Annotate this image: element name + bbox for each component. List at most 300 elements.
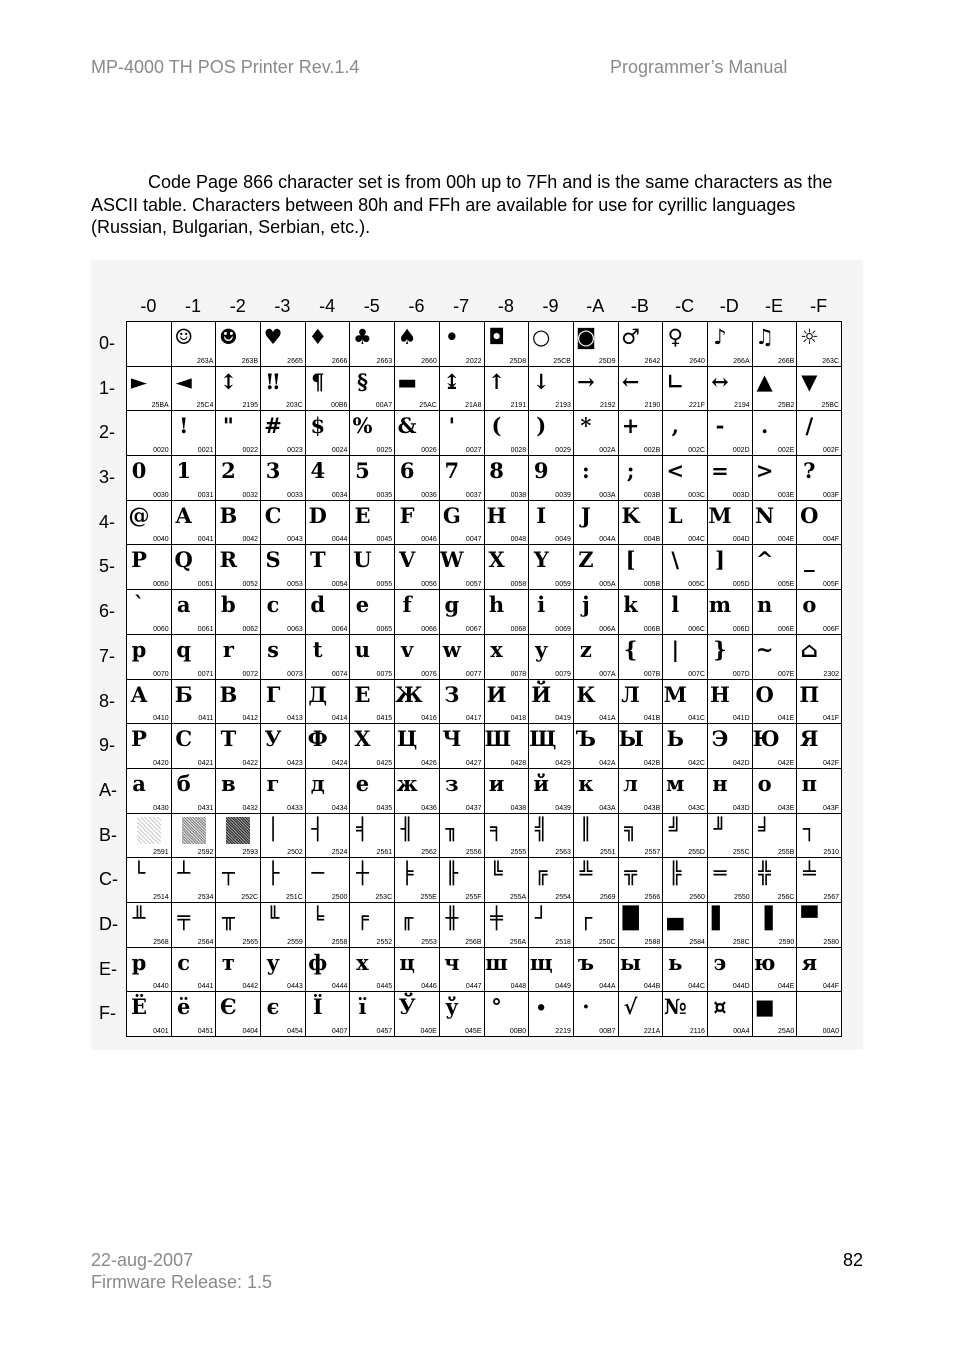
char-cell — [663, 814, 708, 859]
char-cell — [172, 456, 217, 501]
char-glyph: Э — [711, 726, 729, 752]
char-cell — [440, 501, 485, 546]
char-unicode: 2561 — [376, 849, 393, 857]
char-cell — [172, 769, 217, 814]
char-cell — [395, 680, 440, 725]
char-unicode: 0433 — [287, 804, 303, 812]
char-cell — [395, 411, 440, 456]
char-unicode: 0077 — [465, 670, 482, 678]
char-unicode: 25BC — [821, 402, 839, 410]
char-cell — [753, 858, 798, 903]
char-unicode: 2022 — [465, 357, 482, 365]
char-unicode: 2219 — [555, 1028, 571, 1035]
char-glyph: M — [708, 502, 732, 528]
char-cell — [485, 367, 530, 412]
char-cell — [127, 590, 172, 635]
char-glyph: · — [582, 994, 590, 1020]
row-header: 1- — [99, 377, 116, 398]
char-unicode: 0076 — [421, 670, 437, 678]
char-glyph: S — [265, 547, 281, 573]
char-glyph: ш — [485, 949, 508, 975]
char-glyph: ┘ — [534, 904, 548, 930]
char-unicode: 2568 — [153, 938, 169, 946]
char-unicode: 0028 — [510, 447, 527, 455]
char-unicode: 043B — [643, 804, 661, 812]
char-glyph: ▐ — [756, 904, 773, 930]
char-cell — [306, 858, 351, 903]
char-glyph: • — [445, 324, 459, 349]
char-cell — [440, 322, 485, 367]
char-glyph: * — [580, 413, 592, 439]
char-unicode: 004E — [777, 536, 795, 544]
char-cell — [529, 501, 574, 546]
char-cell — [306, 992, 351, 1037]
char-glyph: ♠ — [397, 324, 417, 349]
char-glyph: b — [221, 592, 236, 618]
char-glyph: ☺ — [174, 324, 194, 349]
char-glyph: ╥ — [222, 904, 235, 930]
char-unicode: 2302 — [823, 670, 839, 678]
char-cell — [753, 501, 798, 546]
char-unicode: 0061 — [197, 625, 214, 633]
char-unicode: 003F — [823, 491, 839, 499]
char-cell — [619, 501, 664, 546]
char-cell — [261, 858, 306, 903]
char-cell — [261, 411, 306, 456]
char-unicode: 004C — [688, 536, 705, 544]
char-unicode: 041F — [823, 715, 839, 723]
char-cell — [261, 367, 306, 412]
char-cell — [529, 456, 574, 501]
char-unicode: 007C — [688, 670, 705, 678]
char-unicode: 0447 — [465, 983, 482, 991]
column-header: -1 — [185, 296, 202, 316]
char-unicode: 0039 — [555, 491, 571, 499]
char-unicode: 25D8 — [509, 357, 527, 365]
char-unicode: 0434 — [331, 804, 348, 812]
char-glyph: ♫ — [755, 324, 775, 349]
char-unicode: 2191 — [510, 402, 527, 410]
char-cell — [708, 814, 753, 859]
char-unicode: 266A — [733, 357, 750, 365]
char-cell — [306, 456, 351, 501]
char-unicode: 0054 — [331, 581, 348, 589]
char-unicode: 0454 — [287, 1028, 303, 1035]
char-glyph: ▀ — [801, 904, 818, 930]
char-cell — [708, 724, 753, 769]
code-page-866-grid — [126, 321, 842, 1037]
char-glyph: Й — [531, 681, 552, 707]
char-unicode: 0445 — [376, 983, 393, 991]
char-unicode: 0073 — [287, 670, 303, 678]
char-unicode: 25AC — [419, 402, 437, 410]
char-glyph: т — [221, 949, 235, 975]
char-unicode: 00B7 — [599, 1028, 616, 1035]
char-unicode: 0068 — [510, 625, 527, 633]
char-cell — [350, 411, 395, 456]
char-cell — [216, 322, 261, 367]
char-cell — [619, 769, 664, 814]
char-unicode: 0024 — [331, 447, 348, 455]
char-cell — [797, 724, 842, 769]
char-cell — [216, 367, 261, 412]
char-glyph: ◘ — [488, 324, 505, 349]
char-cell — [395, 992, 440, 1037]
char-cell — [172, 680, 217, 725]
char-glyph: Ч — [442, 726, 462, 752]
char-unicode: 0411 — [198, 715, 214, 723]
char-unicode: 00A0 — [822, 1028, 839, 1035]
char-unicode: 21A8 — [465, 402, 482, 410]
char-glyph: Л — [621, 681, 640, 707]
char-glyph: ц — [399, 949, 415, 975]
page-header-right: Programmer’s Manual — [610, 57, 788, 77]
char-unicode: 006A — [599, 625, 616, 633]
char-unicode: 006B — [643, 625, 661, 633]
char-unicode: 0057 — [465, 581, 482, 589]
char-glyph: { — [623, 636, 638, 662]
char-cell — [440, 590, 485, 635]
char-cell — [485, 858, 530, 903]
char-glyph: Z — [578, 547, 594, 573]
char-glyph: З — [444, 681, 460, 707]
char-glyph: ╦ — [624, 860, 637, 886]
char-unicode: 256A — [509, 938, 527, 946]
char-unicode: 0404 — [242, 1028, 259, 1035]
char-glyph: А — [130, 681, 148, 707]
char-glyph: Ё — [131, 994, 148, 1020]
char-unicode: 2665 — [287, 357, 303, 365]
char-glyph: ? — [803, 458, 816, 484]
char-unicode: 005E — [777, 581, 795, 589]
char-glyph: К — [576, 681, 596, 707]
char-glyph: к — [578, 770, 594, 796]
char-unicode: 0021 — [197, 447, 214, 455]
char-unicode: 2195 — [242, 402, 259, 410]
char-glyph: U — [353, 547, 372, 573]
char-unicode: 041C — [688, 715, 705, 723]
char-cell — [350, 724, 395, 769]
char-glyph: 5 — [355, 458, 370, 484]
char-glyph: И — [486, 681, 507, 707]
char-unicode: 0449 — [555, 983, 571, 991]
char-cell — [395, 769, 440, 814]
char-unicode: 041D — [732, 715, 750, 723]
char-cell — [261, 814, 306, 859]
char-cell — [797, 545, 842, 590]
char-glyph: Я — [800, 726, 819, 752]
char-glyph: h — [488, 592, 505, 618]
char-glyph: > — [755, 458, 774, 484]
char-glyph: ╒ — [356, 904, 369, 930]
char-cell — [663, 367, 708, 412]
char-glyph: u — [354, 636, 371, 662]
char-cell — [529, 948, 574, 993]
char-glyph: э — [713, 949, 727, 975]
char-unicode: 0062 — [242, 625, 259, 633]
char-cell — [485, 948, 530, 993]
char-unicode: 2590 — [778, 938, 795, 946]
char-unicode: 2565 — [242, 938, 259, 946]
char-glyph: → — [577, 368, 595, 394]
char-cell — [261, 903, 306, 948]
char-glyph: у — [266, 949, 280, 975]
char-glyph: х — [356, 949, 369, 975]
char-glyph: ) — [536, 413, 547, 439]
char-cell — [127, 769, 172, 814]
char-cell — [574, 590, 619, 635]
char-unicode: 0065 — [376, 625, 393, 633]
char-glyph: ы — [620, 949, 642, 975]
char-cell — [216, 635, 261, 680]
char-cell — [663, 769, 708, 814]
char-cell — [261, 590, 306, 635]
char-unicode: 25B2 — [777, 402, 795, 410]
char-unicode: 0425 — [376, 759, 393, 767]
char-cell — [574, 456, 619, 501]
char-unicode: 2660 — [421, 357, 437, 365]
char-cell — [619, 411, 664, 456]
column-header: -B — [630, 296, 649, 316]
char-glyph: @ — [128, 502, 150, 528]
char-glyph: а — [132, 770, 146, 796]
row-header: 6- — [99, 601, 116, 622]
char-unicode: 25C4 — [196, 402, 214, 410]
char-unicode: 004B — [643, 536, 661, 544]
char-cell — [395, 814, 440, 859]
page-number: 82 — [842, 1250, 863, 1270]
char-unicode: 2666 — [331, 357, 348, 365]
char-unicode: 25CB — [553, 357, 571, 365]
char-glyph: о — [757, 770, 772, 796]
char-cell — [485, 724, 530, 769]
char-cell — [619, 858, 664, 903]
char-glyph: s — [267, 636, 279, 662]
char-cell — [619, 724, 664, 769]
char-glyph: и — [488, 770, 505, 796]
char-glyph: ◄ — [175, 368, 192, 394]
char-cell — [306, 545, 351, 590]
char-glyph: N — [755, 502, 775, 528]
char-glyph: ← — [621, 368, 640, 394]
char-unicode: 043D — [732, 804, 750, 812]
char-unicode: 2116 — [689, 1028, 705, 1035]
row-header: A- — [99, 779, 117, 800]
char-unicode: 043C — [688, 804, 705, 812]
char-glyph: О — [755, 681, 774, 707]
char-cell — [306, 590, 351, 635]
row-header: 5- — [99, 556, 116, 577]
char-glyph: ь — [668, 949, 683, 975]
char-cell — [708, 590, 753, 635]
char-cell — [485, 411, 530, 456]
char-glyph: ╟ — [445, 860, 459, 886]
char-cell — [619, 635, 664, 680]
char-unicode: 0045 — [376, 536, 393, 544]
char-cell — [708, 501, 753, 546]
column-header: -E — [764, 296, 783, 316]
char-cell — [172, 545, 217, 590]
char-glyph: ▲ — [756, 368, 773, 394]
char-cell — [440, 367, 485, 412]
char-unicode: 043F — [823, 804, 839, 812]
char-glyph: v — [401, 636, 414, 662]
char-cell — [619, 590, 664, 635]
char-unicode: 2640 — [689, 357, 705, 365]
char-glyph: ⌂ — [800, 636, 819, 662]
char-glyph: ╚ — [490, 860, 503, 886]
char-cell — [797, 590, 842, 635]
char-cell — [753, 769, 798, 814]
char-glyph: 8 — [489, 458, 504, 484]
char-unicode: 0069 — [555, 625, 571, 633]
char-unicode: 007D — [732, 670, 750, 678]
char-unicode: 0422 — [242, 759, 259, 767]
char-glyph: ч — [444, 949, 460, 975]
char-glyph: ↕ — [219, 368, 238, 394]
char-cell — [216, 411, 261, 456]
char-unicode: 25BA — [151, 402, 169, 410]
char-cell — [261, 724, 306, 769]
char-cell — [350, 948, 395, 993]
char-cell — [306, 680, 351, 725]
char-cell — [216, 769, 261, 814]
char-cell — [172, 948, 217, 993]
char-cell — [261, 545, 306, 590]
char-glyph: i — [537, 592, 546, 618]
char-glyph: a — [176, 592, 191, 618]
char-cell — [663, 680, 708, 725]
char-cell — [663, 456, 708, 501]
char-unicode: 0439 — [555, 804, 571, 812]
char-unicode: 0037 — [465, 491, 482, 499]
char-glyph: R — [219, 547, 238, 573]
char-unicode: 044D — [732, 983, 750, 991]
char-unicode: 0429 — [555, 759, 571, 767]
char-cell — [529, 769, 574, 814]
char-cell — [529, 590, 574, 635]
char-glyph: ▌ — [711, 904, 729, 930]
char-cell — [619, 322, 664, 367]
char-unicode: 006E — [777, 625, 795, 633]
char-cell — [708, 545, 753, 590]
char-unicode: 0067 — [465, 625, 482, 633]
char-unicode: 2510 — [823, 849, 839, 857]
char-glyph: + — [621, 413, 640, 439]
char-glyph: ╓ — [400, 904, 414, 930]
char-cell — [350, 456, 395, 501]
char-glyph: ┌ — [579, 904, 593, 930]
char-glyph: │ — [266, 815, 280, 841]
char-unicode: 253C — [375, 893, 393, 901]
char-unicode: 2514 — [153, 893, 169, 901]
char-unicode: 002B — [643, 447, 661, 455]
char-glyph: ♪ — [713, 324, 727, 349]
char-glyph: o — [802, 592, 817, 618]
char-unicode: 002C — [688, 447, 705, 455]
char-unicode: 002D — [732, 447, 750, 455]
column-header: -2 — [229, 296, 246, 316]
char-cell — [708, 769, 753, 814]
char-cell — [619, 680, 664, 725]
char-unicode: 0048 — [510, 536, 527, 544]
char-unicode: 0424 — [331, 759, 348, 767]
char-glyph: √ — [623, 994, 638, 1020]
char-cell — [529, 903, 574, 948]
char-cell — [127, 903, 172, 948]
row-header: 7- — [99, 645, 116, 666]
char-glyph: Q — [174, 547, 193, 573]
char-glyph: ═ — [713, 860, 727, 886]
char-glyph: 6 — [399, 458, 415, 484]
char-glyph: е — [355, 770, 370, 796]
char-cell — [261, 501, 306, 546]
char-unicode: 2194 — [734, 402, 750, 410]
char-glyph: Т — [220, 726, 237, 752]
char-unicode: 0070 — [153, 670, 169, 678]
char-cell — [663, 948, 708, 993]
char-unicode: 0050 — [153, 581, 169, 589]
char-glyph: § — [356, 368, 368, 394]
row-header: E- — [99, 958, 117, 979]
char-cell — [172, 992, 217, 1037]
char-unicode: 042C — [688, 759, 705, 767]
char-cell — [440, 545, 485, 590]
char-glyph: п — [801, 770, 817, 796]
char-cell — [216, 456, 261, 501]
char-glyph: є — [266, 994, 280, 1020]
char-cell — [485, 635, 530, 680]
char-unicode: 0075 — [376, 670, 393, 678]
char-glyph: ╝ — [668, 815, 682, 841]
char-cell — [529, 724, 574, 769]
char-glyph: ╢ — [400, 815, 414, 841]
char-cell — [753, 456, 798, 501]
char-cell — [440, 680, 485, 725]
char-unicode: 0029 — [555, 447, 571, 455]
char-glyph: Б — [174, 681, 193, 707]
char-cell — [172, 635, 217, 680]
char-cell — [395, 322, 440, 367]
char-glyph: C — [264, 502, 282, 528]
char-unicode: 2567 — [823, 893, 839, 901]
column-header: -A — [586, 296, 605, 316]
char-cell — [619, 992, 664, 1037]
char-glyph: % — [352, 413, 373, 439]
char-cell — [708, 948, 753, 993]
char-glyph: # — [264, 413, 282, 439]
char-glyph: Д — [308, 681, 328, 707]
char-glyph: ъ — [577, 949, 594, 975]
char-glyph: з — [445, 770, 459, 796]
char-cell — [440, 814, 485, 859]
char-unicode: 0032 — [242, 491, 259, 499]
char-cell — [619, 367, 664, 412]
char-unicode: 0414 — [331, 715, 348, 723]
char-glyph: ; — [626, 458, 635, 484]
char-unicode: 0059 — [555, 581, 571, 589]
char-unicode: 0415 — [376, 715, 393, 723]
char-unicode: 2560 — [689, 893, 705, 901]
char-cell — [350, 367, 395, 412]
char-glyph: 7 — [444, 458, 460, 484]
char-cell — [797, 948, 842, 993]
char-glyph: $ — [310, 413, 326, 439]
char-unicode: 0049 — [555, 536, 571, 544]
char-unicode: 255D — [688, 849, 705, 857]
char-unicode: 255A — [509, 893, 527, 901]
column-header: -6 — [408, 296, 425, 316]
